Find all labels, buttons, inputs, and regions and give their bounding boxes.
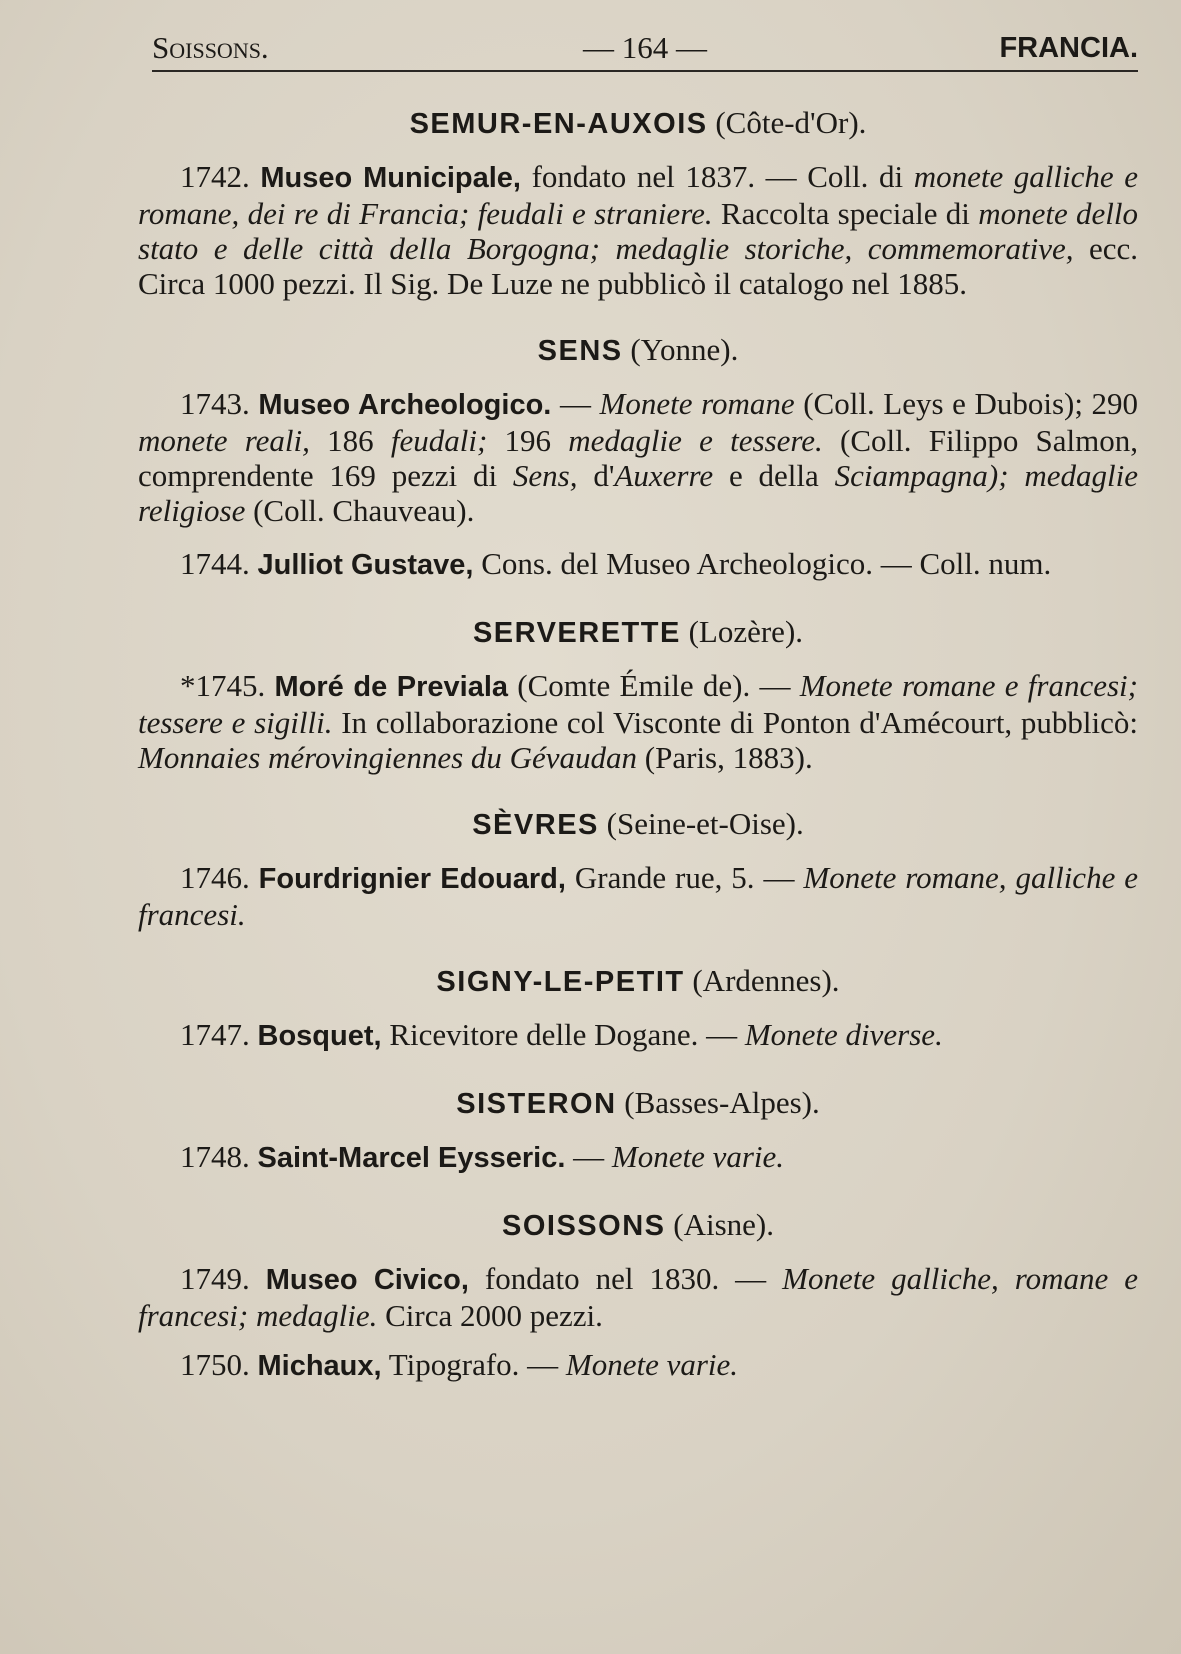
entry-name: Moré de Previala xyxy=(274,671,509,703)
entry-text: — xyxy=(551,386,600,421)
entry-name: Michaux, xyxy=(257,1350,382,1382)
entry xyxy=(138,1017,1138,1054)
place-region: (Aisne). xyxy=(673,1207,774,1242)
running-header xyxy=(152,24,1138,72)
place-heading xyxy=(138,1206,1138,1245)
place-heading xyxy=(138,805,1138,844)
entry-number: 1742. xyxy=(180,159,250,194)
entry-text: — xyxy=(565,1139,612,1174)
entry-text: 196 xyxy=(487,423,569,458)
entry-italic: Monete romane, galliche e francesi. xyxy=(138,860,1139,932)
entry-italic: Sciampagna); medaglie religiose xyxy=(138,458,1138,528)
entry-italic: Monete romane xyxy=(599,386,795,421)
entry-number: 1748. xyxy=(180,1139,250,1174)
entry-name: Museo Civico, xyxy=(265,1264,469,1296)
entry-name: Julliot Gustave, xyxy=(257,549,474,581)
place-name: SERVERETTE xyxy=(472,617,681,649)
entry-number: 1746. xyxy=(180,860,250,895)
entry-italic: feudali; xyxy=(390,423,488,458)
entry-name: Saint-Marcel Eysseric. xyxy=(257,1142,566,1174)
header-left: Soissons. xyxy=(152,30,269,65)
entry-italic: Monete galliche, romane e francesi; medaglie. xyxy=(138,1261,1138,1333)
entry-text: 186 xyxy=(309,423,391,458)
entry-italic: Monnaies mérovingiennes du Gévaudan xyxy=(138,740,638,775)
entry xyxy=(138,860,1138,932)
entry xyxy=(138,1261,1138,1333)
place-name: SÈVRES xyxy=(472,809,599,841)
entry-number: 1744. xyxy=(180,546,250,581)
entry-number: 1749. xyxy=(180,1261,250,1296)
entry-italic: Monete varie. xyxy=(611,1139,785,1174)
entry-number: 1743. xyxy=(180,386,250,421)
entry-text: (Coll. Leys e Dubois); 290 xyxy=(794,386,1139,421)
entry-number: *1745. xyxy=(180,668,266,703)
entry-text: In collaborazione col Visconte di Ponton d'Amécourt, pubblicò: xyxy=(332,705,1138,740)
place-heading xyxy=(138,1084,1138,1123)
entry xyxy=(138,546,1138,583)
place-region: (Lozère). xyxy=(688,614,804,649)
place-heading xyxy=(138,613,1138,652)
entry-text: fondato nel 1837. — Coll. di xyxy=(521,159,914,194)
entry-text: ecc. Circa 1000 pezzi. Il Sig. De Luze ne pubblicò il catalogo nel 1885. xyxy=(138,231,1139,301)
entry-text: Raccolta speciale di xyxy=(712,196,979,231)
entry-text: Grande rue, 5. — xyxy=(565,860,804,895)
entry xyxy=(138,668,1138,775)
page-body xyxy=(138,104,1138,1414)
entry-name: Museo Archeologico. xyxy=(258,389,552,421)
entry-text: Circa 2000 pezzi. xyxy=(377,1298,603,1333)
entry-name: Fourdrignier Edouard, xyxy=(258,863,566,895)
place-name: SOISSONS xyxy=(502,1210,666,1242)
entry-text: (Paris, 1883). xyxy=(637,740,813,775)
entry-text: (Comte Émile de). — xyxy=(508,668,800,703)
entry-text: (Coll. Chauveau). xyxy=(245,493,475,528)
entry-text: Ricevitore delle Dogane. — xyxy=(381,1017,745,1052)
entry-italic: monete dello stato e delle città della Borgogna; medaglie storiche, commemorative, xyxy=(138,196,1138,266)
entry-italic: Monete varie. xyxy=(565,1347,739,1382)
place-region: (Seine-et-Oise). xyxy=(606,806,804,841)
place-name: SIGNY-LE-PETIT xyxy=(436,966,685,998)
entry-text: e della xyxy=(713,458,835,493)
place-name: SISTERON xyxy=(456,1088,617,1120)
entry-italic: Monete romane e francesi; tessere e sigilli. xyxy=(138,668,1138,740)
place-name: SEMUR-EN-AUXOIS xyxy=(409,108,708,140)
entry-text: Tipografo. — xyxy=(381,1347,566,1382)
header-right: FRANCIA. xyxy=(999,32,1138,64)
entry-text: fondato nel 1830. — xyxy=(468,1261,783,1296)
entry-text: (Coll. Filippo Salmon, comprendente 169 pezzi di xyxy=(138,423,1139,493)
entry xyxy=(138,1347,1138,1384)
entry xyxy=(138,386,1138,528)
place-heading xyxy=(138,104,1138,143)
entry-number: 1750. xyxy=(180,1347,250,1382)
place-heading xyxy=(138,331,1138,370)
place-region: (Basses-Alpes). xyxy=(624,1085,820,1120)
entry xyxy=(138,1139,1138,1176)
entry-italic: Sens, xyxy=(512,458,578,493)
entry-italic: monete galliche e romane, dei re di Francia; feudali e straniere. xyxy=(138,159,1138,231)
entry-italic: Monete diverse. xyxy=(744,1017,943,1052)
page-number: — 164 — xyxy=(583,30,707,65)
place-heading xyxy=(138,962,1138,1001)
place-region: (Yonne). xyxy=(630,332,739,367)
entry-name: Museo Municipale, xyxy=(260,162,521,194)
entry-text: d' xyxy=(577,458,615,493)
entry-italic: monete reali, xyxy=(138,423,310,458)
entry-italic: Auxerre xyxy=(614,458,714,493)
entry-name: Bosquet, xyxy=(257,1020,382,1052)
place-region: (Ardennes). xyxy=(692,963,840,998)
entry-number: 1747. xyxy=(180,1017,250,1052)
entry xyxy=(138,159,1138,301)
entry-italic: medaglie e tessere. xyxy=(568,423,823,458)
place-region: (Côte-d'Or). xyxy=(715,105,867,140)
place-name: SENS xyxy=(537,335,623,367)
entry-text: Cons. del Museo Archeologico. — Coll. num. xyxy=(473,546,1052,581)
